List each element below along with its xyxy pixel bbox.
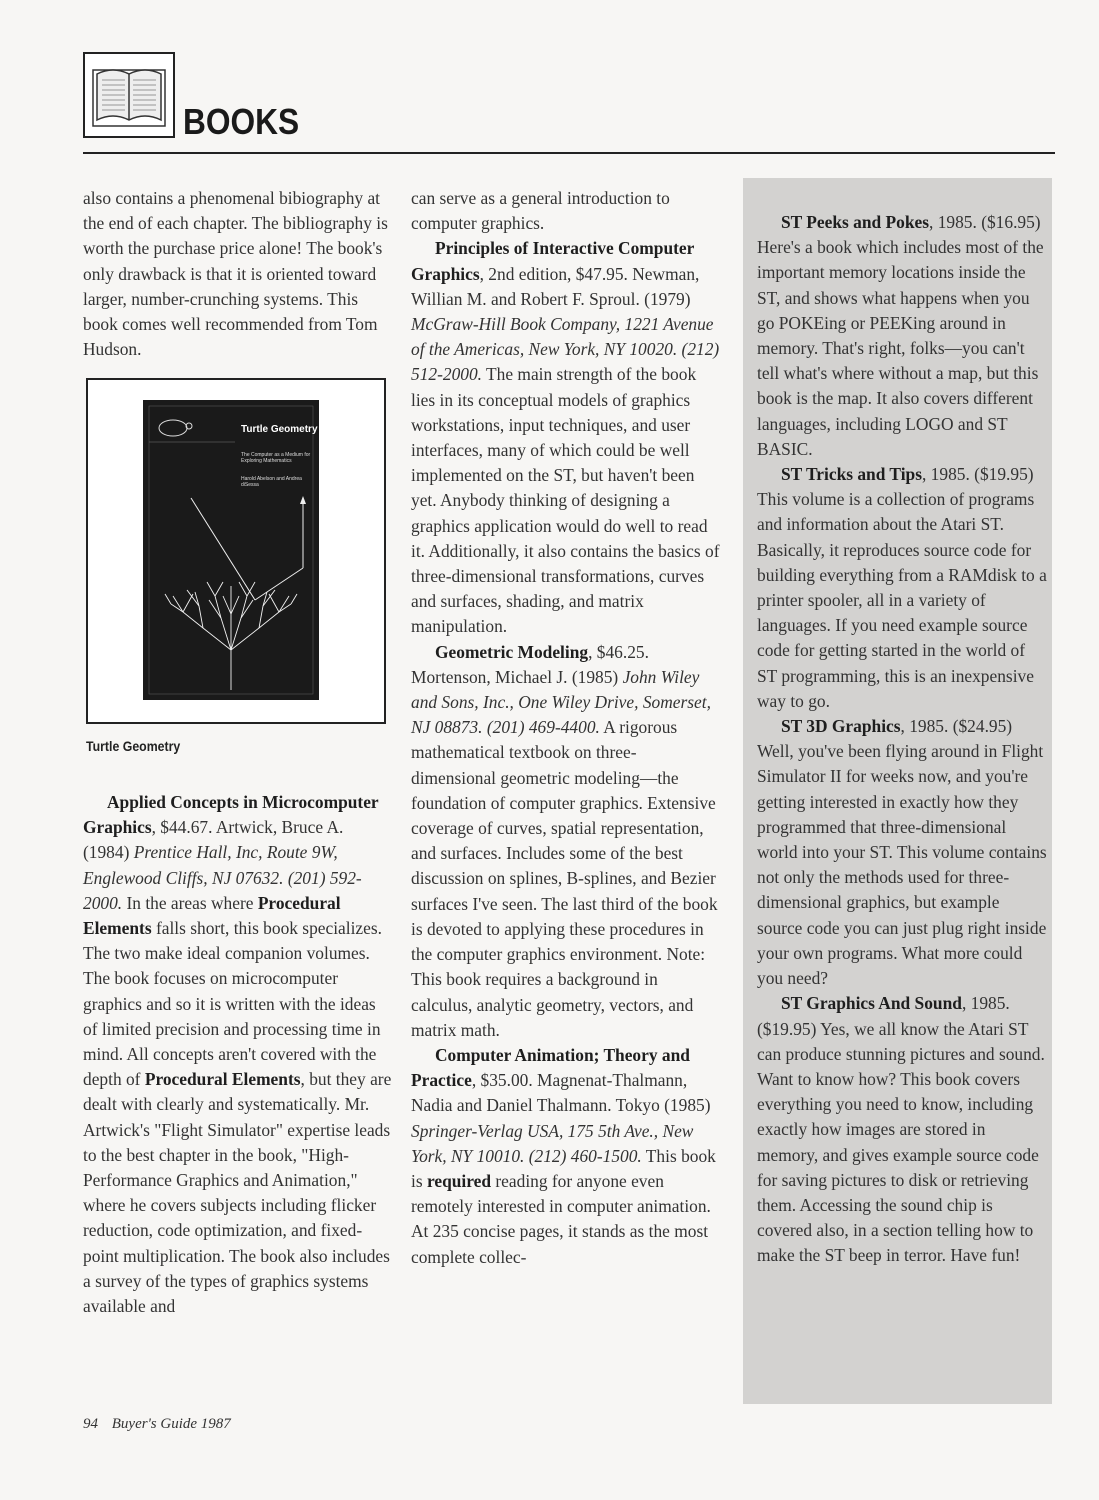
publisher-info: Springer-Verlag USA, 175 5th Ave., New York, NY 10010. (212) 460-1500.	[411, 1120, 694, 1166]
page-number: 94	[83, 1416, 98, 1432]
sidebar-review-peeks-pokes: ST Peeks and Pokes, 1985. ($16.95) Here's a book which includes most of the important memory locations inside the ST, and shows what happens when you go POKEing or PEEKing around in memory. That's right, folks—you can't tell what's where without a map, but this book is the map. It also covers different languages, including LOGO and ST BASIC.	[757, 212, 1044, 459]
figure-caption: Turtle Geometry	[86, 738, 181, 754]
book-title-geometric-modeling: Geometric Modeling	[435, 641, 589, 662]
book-title-peeks-pokes: ST Peeks and Pokes	[781, 212, 930, 232]
book-title-tricks-tips: ST Tricks and Tips	[781, 464, 922, 485]
column-1	[83, 186, 393, 362]
header-rule	[83, 152, 1055, 154]
col2-review-computer-animation: Computer Animation; Theory and Practice, $35.00. Magnenat-Thalmann, Nadia and Daniel Thalmann. Tokyo (1985) Springer-Verlag USA, 175 5th Ave., New York, NY 10010. (212) 460-1500. This book is required reading for anyone even remotely interested in computer animation. At 235 concise pages, it stands as the most complete collec-	[411, 1044, 716, 1267]
emphasis-required: required	[426, 1170, 492, 1191]
publication-name: Buyer's Guide 1987	[111, 1416, 231, 1432]
book-cover-image	[143, 400, 319, 700]
book-title-3d-graphics: ST 3D Graphics	[781, 716, 901, 737]
publisher-info: Prentice Hall, Inc, Route 9W, Englewood Cliffs, NJ 07632. (201) 592-2000.	[83, 842, 362, 913]
book-cover-figure	[86, 378, 386, 724]
section-title: BOOKS	[183, 101, 300, 142]
book-title-principles: Principles of Interactive Computer Graphics	[411, 238, 695, 284]
publisher-info: McGraw-Hill Book Company, 1221 Avenue of the Americas, New York, NY 10020. (212) 512-2000.	[411, 314, 720, 385]
col2-review-principles: Principles of Interactive Computer Graphics, 2nd edition, $47.95. Newman, Willian M. and Robert F. Sproul. (1979) McGraw-Hill Book Company, 1221 Avenue of the Americas, New York, NY 10020. (212) 512-2000. The main strength of the book lies in its conceptual models of graphics workstations, input techniques, and user interfaces, many of which could be well implemented on the ST, but haven't been yet. Anybody thinking of designing a graphics application would do well to read it. Additionally, it also contains the basics of three-dimensional transformations, curves and surfaces, shading, and matrix manipulation.	[411, 238, 720, 637]
book-reference: Procedural Elements	[83, 892, 341, 939]
open-book-icon	[83, 52, 175, 138]
column-2	[411, 186, 721, 1270]
book-title-applied-concepts: Applied Concepts in Microcomputer Graphics	[83, 792, 379, 838]
column-3-sidebar	[757, 210, 1047, 1269]
sidebar-review-tricks-tips: ST Tricks and Tips, 1985. ($19.95) This volume is a collection of programs and information about the Atari ST. Basically, it reproduces source code for building everything from a RAMdisk to a printer spooler, all in a variety of languages. If you need example source code for getting started in the world of ST programming, this is an inexpensive way to go.	[757, 464, 1047, 711]
col1-review-applied-concepts: Applied Concepts in Microcomputer Graphics, $44.67. Artwick, Bruce A. (1984) Prentice Hall, Inc, Route 9W, Englewood Cliffs, NJ 07632. (201) 592-2000. In the areas where Procedural Elements falls short, this book specializes. The two make ideal companion volumes. The book focuses on microcomputer graphics and so it is written with the ideas of limited precision and processing time in mind. All concepts aren't covered with the depth of Procedural Elements, but they are dealt with clearly and systematically. Mr. Artwick's "Flight Simulator" expertise leads to the best chapter in the book, "High-Performance Graphics and Animation," where he covers subjects including flicker reduction, code optimization, and fixed-point multiplication. The book also includes a survey of the types of graphics systems available and	[83, 792, 392, 1317]
col2-review-geometric-modeling: Geometric Modeling, $46.25. Mortenson, Michael J. (1985) John Wiley and Sons, Inc., One Wiley Drive, Somerset, NJ 08873. (201) 469-4400. A rigorous mathematical textbook on three-dimensional geometric modeling—the foundation of computer graphics. Extensive coverage of curves, spatial representation, and surfaces. Includes some of the best discussion on splines, B-splines, and Bezier surfaces I've seen. The last third of the book is devoted to applying these procedures in the computer graphics environment. Note: This book requires a background in calculus, analytic geometry, vectors, and matrix math.	[411, 641, 718, 1040]
book-title-graphics-sound: ST Graphics And Sound	[781, 993, 962, 1014]
book-title-computer-animation: Computer Animation; Theory and Practice	[411, 1044, 690, 1091]
col2-paragraph-1: can serve as a general introduction to computer graphics.	[411, 188, 670, 234]
book-reference: Procedural Elements	[144, 1069, 301, 1090]
page-footer	[83, 1416, 231, 1433]
section-header	[83, 52, 1055, 156]
cover-subtitle: The Computer as a Medium for Exploring Mathematics	[241, 452, 311, 464]
sidebar-review-3d-graphics: ST 3D Graphics, 1985. ($24.95) Well, you've been flying around in Flight Simulator II for weeks now, and you're getting interested in exactly how they programmed that three-dimensional world into your ST. This volume contains not only the methods used for three-dimensional graphics, but example source code you can just plug right inside your own programs. What more could you need?	[757, 716, 1047, 989]
publisher-info: John Wiley and Sons, Inc., One Wiley Drive, Somerset, NJ 08873. (201) 469-4400.	[411, 666, 711, 738]
column-1-continued	[83, 790, 393, 1319]
cover-authors: Harold Abelson and Andrea diSessa	[241, 476, 302, 488]
col1-paragraph-1: also contains a phenomenal bibiography at the end of each chapter. The bibliography is worth the purchase price alone! The book's only drawback is that it is oriented toward larger, number-crunching systems. This book comes well recommended from Tom Hudson.	[83, 188, 388, 360]
cover-title: Turtle Geometry	[241, 424, 318, 435]
sidebar-review-graphics-sound: ST Graphics And Sound, 1985. ($19.95) Yes, we all know the Atari ST can produce stunning pictures and sound. Want to know how? This book covers everything you need to know, including exactly how images are stored in memory, and gives example source code for saving pictures to disk or retrieving them. Accessing the sound chip is covered also, in a section telling how to make the ST beep in terror. Have fun!	[757, 993, 1045, 1266]
